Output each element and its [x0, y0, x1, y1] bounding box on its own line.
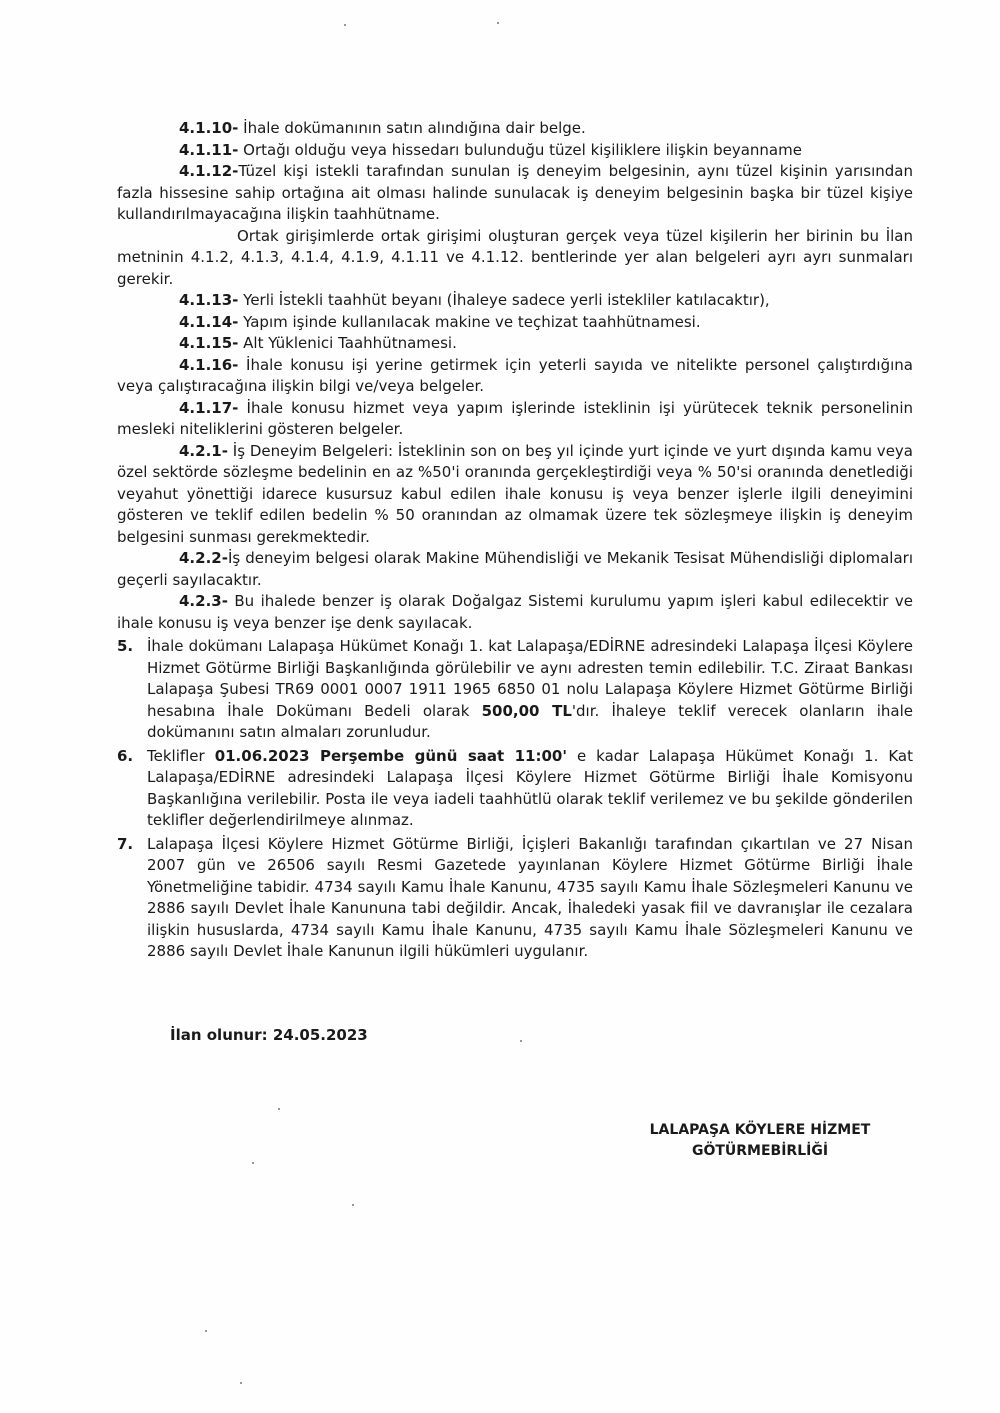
- item-4-1-17: [117, 398, 913, 441]
- section-text: Teklifler: [147, 746, 215, 765]
- item-number: 4.2.2-: [179, 549, 228, 567]
- scan-speck: [240, 1382, 242, 1384]
- item-number: 4.1.11-: [179, 140, 239, 159]
- section-number: 7.: [117, 834, 134, 853]
- document-body: [117, 118, 913, 963]
- section-7: [117, 834, 913, 963]
- signature-line: LALAPAŞA KÖYLERE HİZMET: [649, 1122, 871, 1138]
- item-text: Ortağı olduğu veya hissedarı bulunduğu tüzel kişiliklere ilişkin beyanname: [238, 140, 802, 159]
- scan-speck: [205, 1330, 207, 1332]
- item-text: Yerli İstekli taahhüt beyanı (İhaleye sadece yerli istekliler katılacaktır),: [238, 291, 770, 309]
- item-4-1-16: [117, 355, 913, 398]
- scan-speck: [352, 1204, 354, 1206]
- scan-speck: [520, 1040, 522, 1042]
- document-fee: 500,00 TL: [481, 701, 572, 720]
- scan-speck: [344, 24, 346, 26]
- item-4-1-15: [117, 333, 913, 355]
- scan-speck: [497, 22, 499, 24]
- item-number: 4.1.10-: [179, 119, 239, 137]
- section-text: 'dır. İhaleye teklif verecek olanların ihale dokümanını satın almaları zorunludur.: [147, 701, 913, 741]
- item-4-1-14: [117, 312, 913, 334]
- section-5: [117, 636, 913, 744]
- item-text: İş Deneyim Belgeleri: İsteklinin son on beş yıl içinde yurt içinde ve yurt dışında kamu veya özel sektörde sözleşme bedelinin en az %50'i oranında gerçekleştirdiği veya % 50'si oranında denetlediği veyahut yönettiği idarece kusursuz kabul edilen ihale konusu iş veya benzer işlerle ilgili deneyimini gösteren ve teklif edilen bedelin % 50 oranından az olmamak üzere tek sözleşmeye ilişkin iş deneyim belgesini sunması gerekmektedir.: [117, 441, 913, 546]
- item-text: Yapım işinde kullanılacak makine ve teçhizat taahhütnamesi.: [238, 312, 701, 331]
- scan-speck: [252, 1162, 254, 1164]
- item-text: Bu ihalede benzer iş olarak Doğalgaz Sistemi kurulumu yapım işleri kabul edilecektir ve ihale konusu iş veya benzer işe denk sayılacak.: [117, 592, 913, 632]
- scan-speck: [278, 1108, 280, 1110]
- item-text: İhale dokümanının satın alındığına dair belge.: [238, 119, 586, 137]
- item-4-2-1: [117, 441, 913, 549]
- paragraph-text: Ortak girişimlerde ortak girişimi oluşturan gerçek veya tüzel kişilerin her birinin bu İlan metninin 4.1.2, 4.1.3, 4.1.4, 4.1.9, 4.1.11 ve 4.1.12. bentlerinde yer alan belgeleri ayrı ayrı sunmaları gerekir.: [117, 226, 913, 288]
- section-text: İhale dokümanı Lalapaşa Hükümet Konağı 1. kat Lalapaşa/EDİRNE adresindeki Lalapaşa İlçesi Köylere Hizmet Götürme Birliği Başkanlığında görülebilir ve aynı adresten temin edilebilir. T.C. Ziraat Bankası Lalapaşa Şubesi TR69 0001 0007 1911 1965 6850 01 nolu Lalapaşa Köylere Hizmet Götürme Birliği hesabına İhale Dokümanı Bedeli olarak: [147, 637, 913, 720]
- announcement-date: İlan olunur: 24.05.2023: [170, 1026, 368, 1044]
- item-number: 4.1.17-: [179, 398, 239, 417]
- joint-venture-paragraph: [117, 226, 913, 291]
- bid-deadline: 01.06.2023 Perşembe günü saat 11:00': [214, 746, 567, 765]
- item-4-1-10: [117, 118, 913, 140]
- signature-line: GÖTÜRMEBİRLİĞİ: [691, 1143, 829, 1159]
- item-number: 4.1.16-: [179, 355, 239, 374]
- item-4-1-12: [117, 161, 913, 226]
- section-6: [117, 746, 913, 832]
- item-text: Tüzel kişi istekli tarafından sunulan iş deneyim belgesinin, aynı tüzel kişinin yarısından fazla hissesine sahip ortağına ait olması halinde sunulacak iş deneyim belgesinin başka bir tüzel kişiye kullandırılmayacağına ilişkin taahhütname.: [117, 162, 913, 223]
- item-number: 4.1.12-: [179, 162, 239, 180]
- section-number: 6.: [117, 746, 134, 765]
- item-number: 4.1.14-: [179, 312, 239, 331]
- item-text: Alt Yüklenici Taahhütnamesi.: [238, 334, 457, 352]
- item-text: İhale konusu işi yerine getirmek için yeterli sayıda ve nitelikte personel çalıştırdığına veya çalıştıracağına ilişkin bilgi ve/veya belgeler.: [117, 355, 913, 395]
- section-number: 5.: [117, 637, 134, 655]
- item-number: 4.1.13-: [179, 291, 239, 309]
- item-text: İhale konusu hizmet veya yapım işlerinde isteklinin işi yürütecek teknik personelinin mesleki niteliklerini gösteren belgeler.: [117, 398, 913, 438]
- item-text: İş deneyim belgesi olarak Makine Mühendisliği ve Mekanik Tesisat Mühendisliği diplomaları geçerli sayılacaktır.: [117, 549, 913, 589]
- item-number: 4.2.1-: [179, 441, 228, 460]
- section-text: e kadar Lalapaşa Hükümet Konağı 1. Kat Lalapaşa/EDİRNE adresindeki Lalapaşa İlçesi Köylere Hizmet Götürme Birliği İhale Komisyonu Başkanlığına verilebilir. Posta ile veya iadeli taahhütlü olarak teklif verilemez ve bu şekilde gönderilen teklifler değerlendirilmeye alınmaz.: [147, 746, 913, 829]
- signature-block: [600, 1120, 920, 1162]
- item-number: 4.1.15-: [179, 334, 239, 352]
- item-4-2-2: [117, 548, 913, 591]
- item-4-1-13: [117, 290, 913, 312]
- section-text: Lalapaşa İlçesi Köylere Hizmet Götürme Birliği, İçişleri Bakanlığı tarafından çıkartılan ve 27 Nisan 2007 gün ve 26506 sayılı Resmi Gazetede yayınlanan Köylere Hizmet Götürme Birliği İhale Yönetmeliğine tabidir. 4734 sayılı Kamu İhale Kanunu, 4735 sayılı Kamu İhale Sözleşmeleri Kanunu ve 2886 sayılı Devlet İhale Kanununa tabi değildir. Ancak, İhaledeki yasak fiil ve davranışlar ile cezalara ilişkin hususlarda, 4734 sayılı Kamu İhale Kanunu, 4735 sayılı Kamu İhale Sözleşmeleri Kanunu ve 2886 sayılı Devlet İhale Kanunun ilgili hükümleri uygulanır.: [147, 834, 913, 960]
- item-4-2-3: [117, 591, 913, 634]
- item-4-1-11: [117, 140, 913, 162]
- item-number: 4.2.3-: [179, 592, 228, 610]
